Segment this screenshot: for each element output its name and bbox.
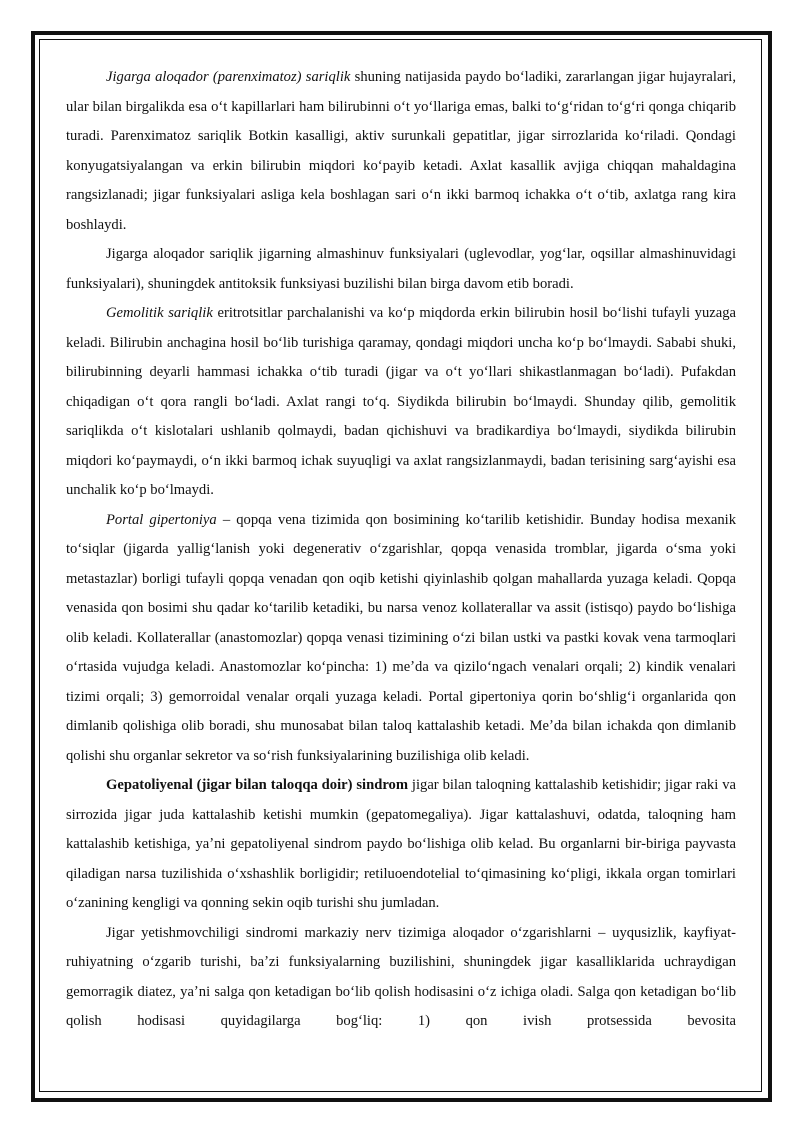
- paragraph-portal-hypertension: [66, 506, 736, 772]
- paragraph-text: Jigar yetishmovchiligi sindromi markaziy nerv tizimiga aloqador oʻzgarishlarni – uyqusizlik, kayfiyat-ruhiyatning oʻzgarib turishi, baʼzi funksiyalarning buzilishini, shuningdek jigar kasalliklarida uchraydigan gemorragik diatez, yaʼni salga qon ketadigan boʻlib qolish hodisasini oʻz ichiga oladi. Salga qon ketadigan boʻlib qolish hodisasi quyidagilarga bogʻliq: 1) qon ivish protsessida bevosita: [66, 924, 736, 1029]
- paragraph-parenchymal-jaundice: [66, 63, 736, 240]
- document-body: [66, 63, 736, 1037]
- term-hepatolienal-syndrome: Gepatoliyenal (jigar bilan taloqqa doir) sindrom: [106, 777, 409, 793]
- term-parenchymal-jaundice: Jigarga aloqador (parenximatoz) sariqlik: [106, 69, 351, 85]
- paragraph-hemolytic-jaundice: [66, 299, 736, 506]
- paragraph-hepatolienal-syndrome: [66, 771, 736, 919]
- paragraph-text: – qopqa vena tizimida qon bosimining koʻtarilib ketishidir. Bunday hodisa mexanik toʻsiqlar (jigarda yalligʻlanish yoki degenerativ oʻzgarishlar, qopqa venasida tromblar, jigarda oʻsma yoki metastazlar) borligi tufayli qopqa venadan qon oqib ketishi qiyinlashib qolgan mahallarda yuzaga keladi. Qopqa venasida qon bosimi shu qadar koʻtarilib ketadiki, bu narsa venoz kollaterallar va assit (istisqo) paydo boʻlishiga olib keladi. Kollaterallar (anastomozlar) qopqa venasi tizimining oʻzi bilan ustki va pastki kovak vena tarmoqlari oʻrtasida vujudga keladi. Anastomozlar koʻpincha: 1) meʼda va qizilo‘ngach venalari orqali; 2) kindik venalari tizimi orqali; 3) gemorroidal venalar orqali yuzaga keladi. Portal gipertoniya qorin boʻshligʻi organlarida qon dimlanib qolishiga olib boradi, shu munosabat bilan taloq kattalashib ketadi. Meʼda bilan ichakda qon dimlanib qolishi shu organlar sekretor va soʻrish funksiyalarining buzilishiga olib keladi.: [66, 511, 736, 764]
- paragraph-liver-jaundice-functions: [66, 240, 736, 299]
- paragraph-text: jigar bilan taloqning kattalashib ketishidir; jigar raki va sirrozida jigar juda kattalashib ketishi mumkin (gepatomegaliya). Jigar kattalashuvi, odatda, taloqning ham kattalashib ketishiga, yaʼni gepatoliyenal sindrom paydo boʻlishiga olib kelad. Bu organlarni bir-biriga payvasta qiladigan narsa tuzilishida oʻxshashlik borligidir; retiluoendotelial toʻqimasining koʻpligi, ikkala organ tomirlari oʻzanining kengligi va qonning sekin oqib turishi shu jumladan.: [66, 777, 736, 911]
- term-portal-hypertension: Portal gipertoniya: [106, 511, 217, 528]
- paragraph-text: shuning natijasida paydo boʻladiki, zararlangan jigar hujayralari, ular bilan birgalikda esa oʻt kapillarlari ham bilirubinni oʻt yoʻllariga emas, balki toʻgʻridan toʻgʻri qonga chiqarib turadi. Parenximatoz sariqlik Botkin kasalligi, aktiv surunkali gepatitlar, jigar sirrozlarida koʻriladi. Qondagi konyugatsiyalangan va erkin bilirubin miqdori koʻpayib ketadi. Axlat kasallik avjiga chiqqan mahaldagina rangsizlanadi; jigar funksiyalari asliga kela boshlagan sari oʻn ikki barmoq ichakka oʻt oʻtib, axlatga rang kira boshlaydi.: [66, 69, 736, 233]
- paragraph-text: Jigarga aloqador sariqlik jigarning almashinuv funksiyalari (uglevodlar, yogʻlar, oqsillar almashinuvidagi funksiyalari), shuningdek antitoksik funksiyasi buzilishi bilan birga davom etib boradi.: [66, 246, 736, 292]
- paragraph-liver-failure-syndrome: [66, 919, 736, 1037]
- term-hemolytic-jaundice: Gemolitik sariqlik: [106, 305, 213, 321]
- paragraph-text: eritrotsitlar parchalanishi va koʻp miqdorda erkin bilirubin hosil boʻlishi tufayli yuzaga keladi. Bilirubin anchagina hosil boʻlib turishiga qaramay, qondagi miqdori uncha koʻp boʻlmaydi. Sababi shuki, bilirubinning deyarli hammasi ichakka oʻtib turadi (jigar va oʻt yoʻllari shikastlanmagan boʻladi). Pufakdan chiqadigan oʻt qora rangli boʻladi. Axlat rangi toʻq. Siydikda bilirubin boʻlmaydi. Shunday qilib, gemolitik sariqlikda oʻt kislotalari ushlanib qolmaydi, badan qichishuvi va bradikardiya boʻlmaydi, siydikda bilirubin miqdori koʻpaymaydi, oʻn ikki barmoq ichak suyuqligi va axlat rangsizlanmaydi, badan terisining sargʻayishi esa unchalik koʻp boʻlmaydi.: [66, 305, 737, 498]
